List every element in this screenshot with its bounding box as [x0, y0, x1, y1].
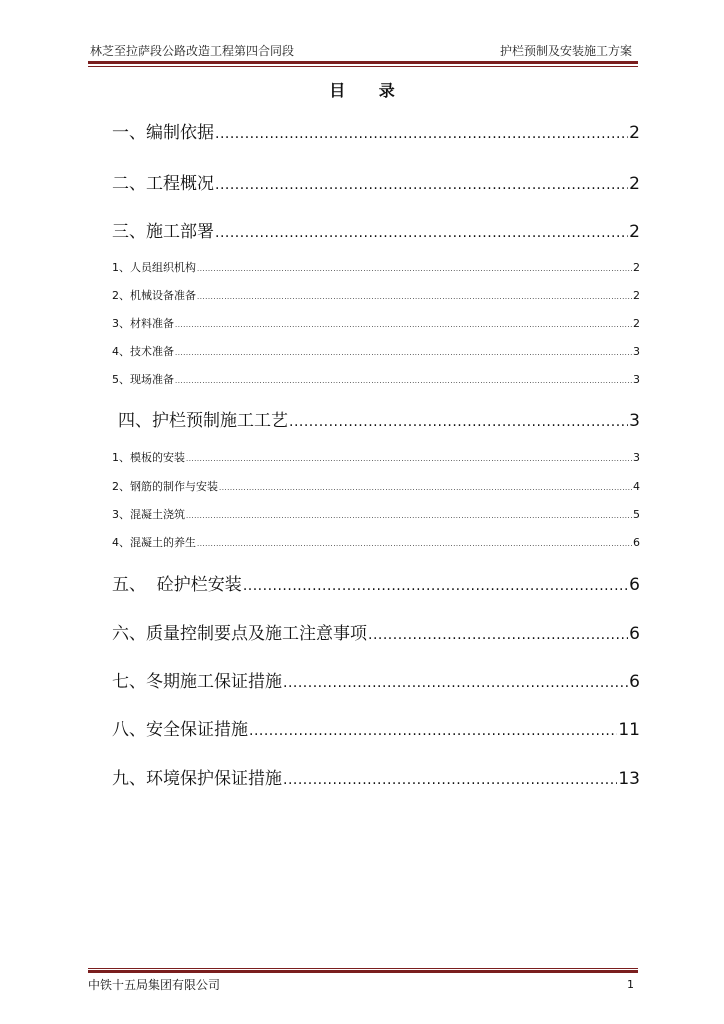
toc-entry-label: 三、施工部署 [112, 222, 214, 242]
toc-leader-dots [219, 484, 632, 492]
header-rule-thin [88, 66, 638, 67]
toc-leader-dots [283, 772, 617, 788]
toc-entry-label: 九、环境保护保证措施 [112, 769, 282, 789]
toc-entry[interactable] [112, 259, 640, 275]
toc-page-number: 2 [629, 123, 640, 143]
toc-leader-dots [249, 723, 617, 739]
footer-rule-thick [88, 970, 638, 973]
toc-page-number: 2 [633, 289, 640, 302]
toc-entry[interactable] [112, 287, 640, 303]
toc-entry[interactable] [118, 406, 640, 431]
toc-entry[interactable] [112, 371, 640, 387]
toc-entry[interactable] [112, 506, 640, 522]
toc-leader-dots [289, 414, 628, 430]
toc-entry-label: 六、质量控制要点及施工注意事项 [112, 624, 367, 644]
toc-page-number: 2 [633, 261, 640, 274]
toc-entry-label: 1、模板的安装 [112, 451, 185, 464]
toc-entry[interactable] [112, 449, 640, 465]
toc-entry-label: 四、护栏预制施工工艺 [118, 411, 288, 431]
toc-entry-label: 2、钢筋的制作与安装 [112, 480, 218, 493]
toc-entry-label: 3、材料准备 [112, 317, 174, 330]
toc-entry[interactable] [112, 534, 640, 550]
toc-page-number: 3 [633, 345, 640, 358]
toc-entry-label: 一、编制依据 [112, 123, 214, 143]
toc-entry[interactable] [112, 118, 640, 143]
toc-entry-label: 2、机械设备准备 [112, 289, 196, 302]
toc-entry[interactable] [112, 570, 640, 595]
toc-entry[interactable] [112, 169, 640, 194]
toc-entry-label: 八、安全保证措施 [112, 720, 248, 740]
page-footer [88, 976, 636, 996]
toc-entry[interactable] [112, 343, 640, 359]
toc-entry-label: 七、冬期施工保证措施 [112, 672, 282, 692]
toc-page-number: 2 [633, 317, 640, 330]
toc-page-number: 6 [629, 575, 640, 595]
toc-page-number: 2 [629, 174, 640, 194]
toc-leader-dots [186, 512, 632, 520]
toc-page-number: 3 [629, 411, 640, 431]
toc-page-number: 13 [618, 769, 640, 789]
toc-entry-label: 3、混凝土浇筑 [112, 508, 185, 521]
page-title: 目 录 [329, 81, 409, 100]
toc-leader-dots [215, 225, 628, 241]
toc-entry[interactable] [112, 619, 640, 644]
toc-page-number: 3 [633, 373, 640, 386]
header-project-name: 林芝至拉萨段公路改造工程第四合同段 [90, 44, 295, 58]
toc-leader-dots [243, 578, 628, 594]
header-document-title: 护栏预制及安装施工方案 [499, 44, 632, 58]
toc-leader-dots [175, 321, 632, 329]
toc-entry[interactable] [112, 715, 640, 740]
toc-entry-label: 二、工程概况 [112, 174, 214, 194]
toc-entry[interactable] [112, 478, 640, 494]
toc-leader-dots [368, 627, 628, 643]
toc-entry[interactable] [112, 667, 640, 692]
header-rule-thick [88, 61, 638, 64]
toc-leader-dots [197, 293, 632, 301]
toc-page-number: 6 [633, 536, 640, 549]
toc-leader-dots [283, 675, 628, 691]
toc-leader-dots [215, 126, 628, 142]
footer-company-name: 中铁十五局集团有限公司 [88, 978, 221, 992]
toc-entry[interactable] [112, 764, 640, 789]
toc-entry[interactable] [112, 217, 640, 242]
toc-leader-dots [175, 349, 632, 357]
toc-entry-label: 五、 砼护栏安装 [112, 575, 242, 595]
footer-page-number: 1 [627, 978, 634, 991]
toc-page-number: 3 [633, 451, 640, 464]
toc-page-number: 4 [633, 480, 640, 493]
toc-page-number: 11 [618, 720, 640, 740]
toc-page-number: 6 [629, 624, 640, 644]
toc-page-number: 5 [633, 508, 640, 521]
toc-leader-dots [186, 455, 632, 463]
toc-leader-dots [197, 540, 632, 548]
toc-page-number: 6 [629, 672, 640, 692]
toc-page-number: 2 [629, 222, 640, 242]
toc-leader-dots [215, 177, 628, 193]
toc-entry-label: 4、混凝土的养生 [112, 536, 196, 549]
toc-entry-label: 1、人员组织机构 [112, 261, 196, 274]
toc-entry[interactable] [112, 315, 640, 331]
toc-entry-label: 5、现场准备 [112, 373, 174, 386]
toc-leader-dots [197, 265, 632, 273]
page-header [88, 40, 636, 60]
footer-rule-thin [88, 968, 638, 969]
toc-leader-dots [175, 377, 632, 385]
toc-entry-label: 4、技术准备 [112, 345, 174, 358]
